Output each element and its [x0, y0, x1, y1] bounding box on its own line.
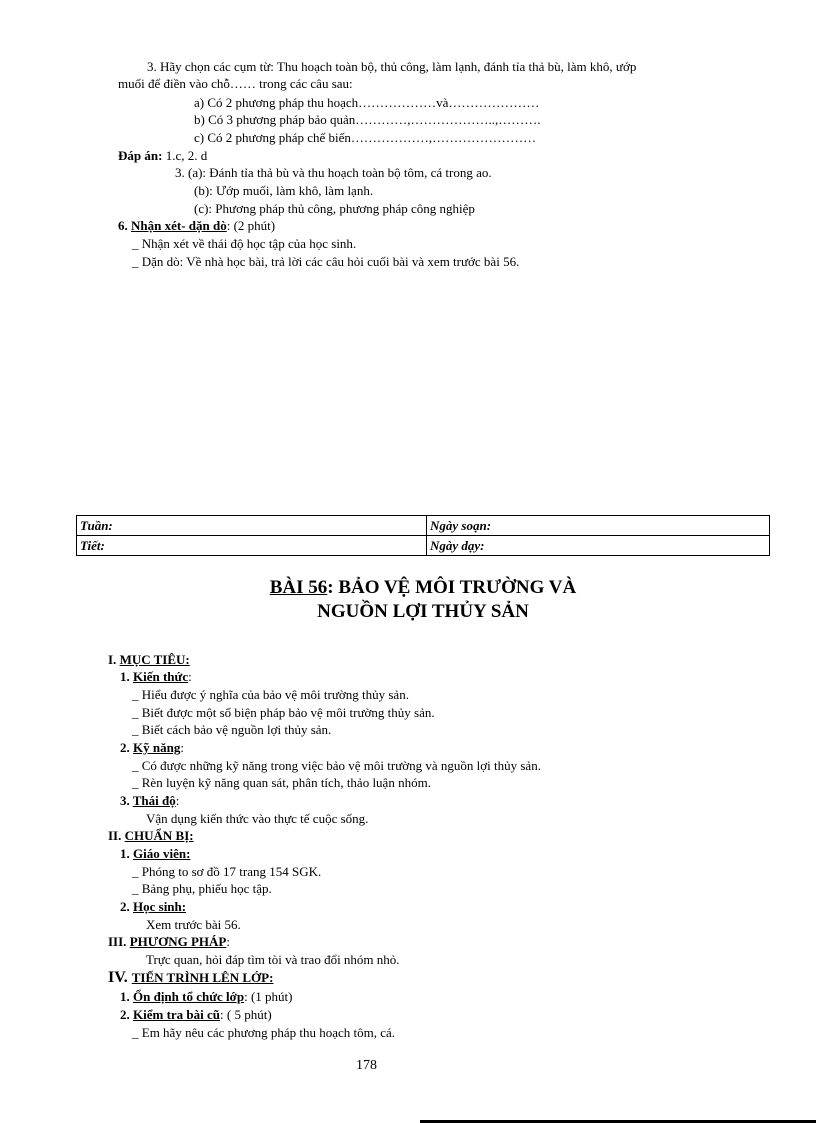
- section6-item2: _ Dặn dò: Về nhà học bài, trả lời các câu hỏi cuối bài và xem trước bài 56.: [132, 254, 520, 269]
- lesson-number: BÀI 56: [269, 577, 328, 598]
- knowledge-item-2: _ Biết được một số biện pháp bảo vệ môi trường thủy sản.: [132, 705, 435, 720]
- exercise-question-line2: muối để điền vào chỗ…… trong các câu sau:: [118, 76, 353, 91]
- exercise-item-c: c) Có 2 phương pháp chế biến………………,……………………: [194, 130, 537, 145]
- part4-title: TIẾN TRÌNH LÊN LỚP:: [131, 970, 274, 985]
- part3-title: PHƯƠNG PHÁP: [129, 934, 227, 949]
- knowledge-item-1: _ Hiểu được ý nghĩa của bảo vệ môi trường thủy sản.: [132, 687, 409, 702]
- section6-item1: _ Nhận xét về thái độ học tập của học sinh.: [132, 236, 357, 251]
- answer-3b: (b): Ướp muối, làm khô, làm lạnh.: [194, 183, 374, 198]
- page-number: 178: [356, 1058, 377, 1073]
- part2-heading: [108, 827, 194, 844]
- section6-time: : (2 phút): [226, 218, 276, 233]
- part1-number: I.: [108, 652, 120, 667]
- skill-heading: [120, 739, 184, 756]
- part3-colon: :: [226, 934, 230, 949]
- teacher-number: 1.: [120, 846, 133, 861]
- answer-3a: 3. (a): Đánh tỉa thả bù và thu hoạch toàn bộ tôm, cá trong ao.: [175, 165, 492, 180]
- knowledge-title: Kiến thức: [133, 669, 189, 684]
- student-number: 2.: [120, 899, 133, 914]
- section6-heading: [118, 217, 275, 234]
- attitude-title: Thái độ: [132, 793, 176, 808]
- org-time: : (1 phút): [244, 989, 293, 1004]
- part3-number: III.: [108, 934, 130, 949]
- skill-colon: :: [180, 740, 184, 755]
- teacher-item-1: _ Phóng to sơ đồ 17 trang 154 SGK.: [132, 864, 322, 879]
- part2-number: II.: [108, 828, 125, 843]
- attitude-number: 3.: [120, 793, 133, 808]
- part4-number: IV.: [108, 969, 132, 986]
- knowledge-item-3: _ Biết cách bảo vệ nguồn lợi thủy sản.: [132, 722, 332, 737]
- skill-title: Kỹ năng: [133, 740, 181, 755]
- teacher-heading: [120, 845, 190, 862]
- teacher-item-2: _ Bảng phụ, phiếu học tập.: [132, 881, 272, 896]
- answer-text: 1.c, 2. d: [162, 148, 208, 163]
- check-title: Kiểm tra bài cũ: [133, 1007, 221, 1022]
- org-heading: [120, 988, 292, 1005]
- attitude-heading: [120, 792, 179, 809]
- org-number: 1.: [120, 989, 133, 1004]
- student-title: Học sinh:: [133, 899, 187, 914]
- exercise-item-b: b) Có 3 phương pháp bảo quản…………,………………..,……….: [194, 112, 541, 127]
- answer-label: Đáp án:: [118, 148, 163, 163]
- attitude-item-1: Vận dụng kiến thức vào thực tế cuộc sống.: [146, 811, 369, 826]
- knowledge-heading: [120, 668, 192, 685]
- part1-heading: [108, 651, 190, 668]
- ngay-soan-cell: Ngày soạn:: [427, 516, 770, 536]
- teacher-title: Giáo viên:: [133, 846, 191, 861]
- section6-label: Nhận xét- dặn dò: [131, 218, 227, 233]
- skill-item-2: _ Rèn luyện kỹ năng quan sát, phân tích, thảo luận nhóm.: [132, 775, 431, 790]
- check-time: : ( 5 phút): [220, 1007, 272, 1022]
- lesson-title-line2: NGUỒN LỢI THỦY SẢN: [317, 601, 529, 622]
- section6-number: 6.: [118, 218, 131, 233]
- answer-line: [118, 147, 207, 164]
- knowledge-colon: :: [188, 669, 192, 684]
- student-item-1: Xem trước bài 56.: [146, 917, 241, 932]
- ngay-day-cell: Ngày dạy:: [427, 536, 770, 556]
- org-title: Ổn định tổ chức lớp: [133, 989, 245, 1004]
- skill-item-1: _ Có được những kỹ năng trong việc bảo vệ môi trường và nguồn lợi thủy sản.: [132, 758, 541, 773]
- part4-heading: [108, 969, 273, 986]
- part3-text: Trực quan, hỏi đáp tìm tòi và trao đổi nhóm nhỏ.: [146, 952, 400, 967]
- student-heading: [120, 898, 186, 915]
- check-item-1: _ Em hãy nêu các phương pháp thu hoạch tôm, cá.: [132, 1025, 396, 1040]
- tuan-cell: Tuần:: [77, 516, 427, 536]
- part3-heading: [108, 933, 230, 950]
- skill-number: 2.: [120, 740, 133, 755]
- lesson-info-table: [76, 515, 770, 556]
- lesson-title-part1: : BẢO VỆ MÔI TRƯỜNG VÀ: [327, 577, 577, 598]
- exercise-item-a: a) Có 2 phương pháp thu hoạch………………và…………………: [194, 95, 540, 110]
- tiet-cell: Tiết:: [77, 536, 427, 556]
- part2-title: CHUẨN BỊ:: [124, 828, 194, 843]
- check-heading: [120, 1006, 272, 1023]
- lesson-title-line1: [76, 576, 770, 600]
- knowledge-number: 1.: [120, 669, 133, 684]
- check-number: 2.: [120, 1007, 133, 1022]
- part1-title: MỤC TIÊU:: [119, 652, 190, 667]
- answer-3c: (c): Phương pháp thủ công, phương pháp công nghiệp: [194, 201, 475, 216]
- attitude-colon: :: [175, 793, 180, 808]
- exercise-question-line1: 3. Hãy chọn các cụm từ: Thu hoạch toàn bộ, thủ công, làm lạnh, đánh tỉa thả bù, làm khô, ướp: [147, 59, 637, 74]
